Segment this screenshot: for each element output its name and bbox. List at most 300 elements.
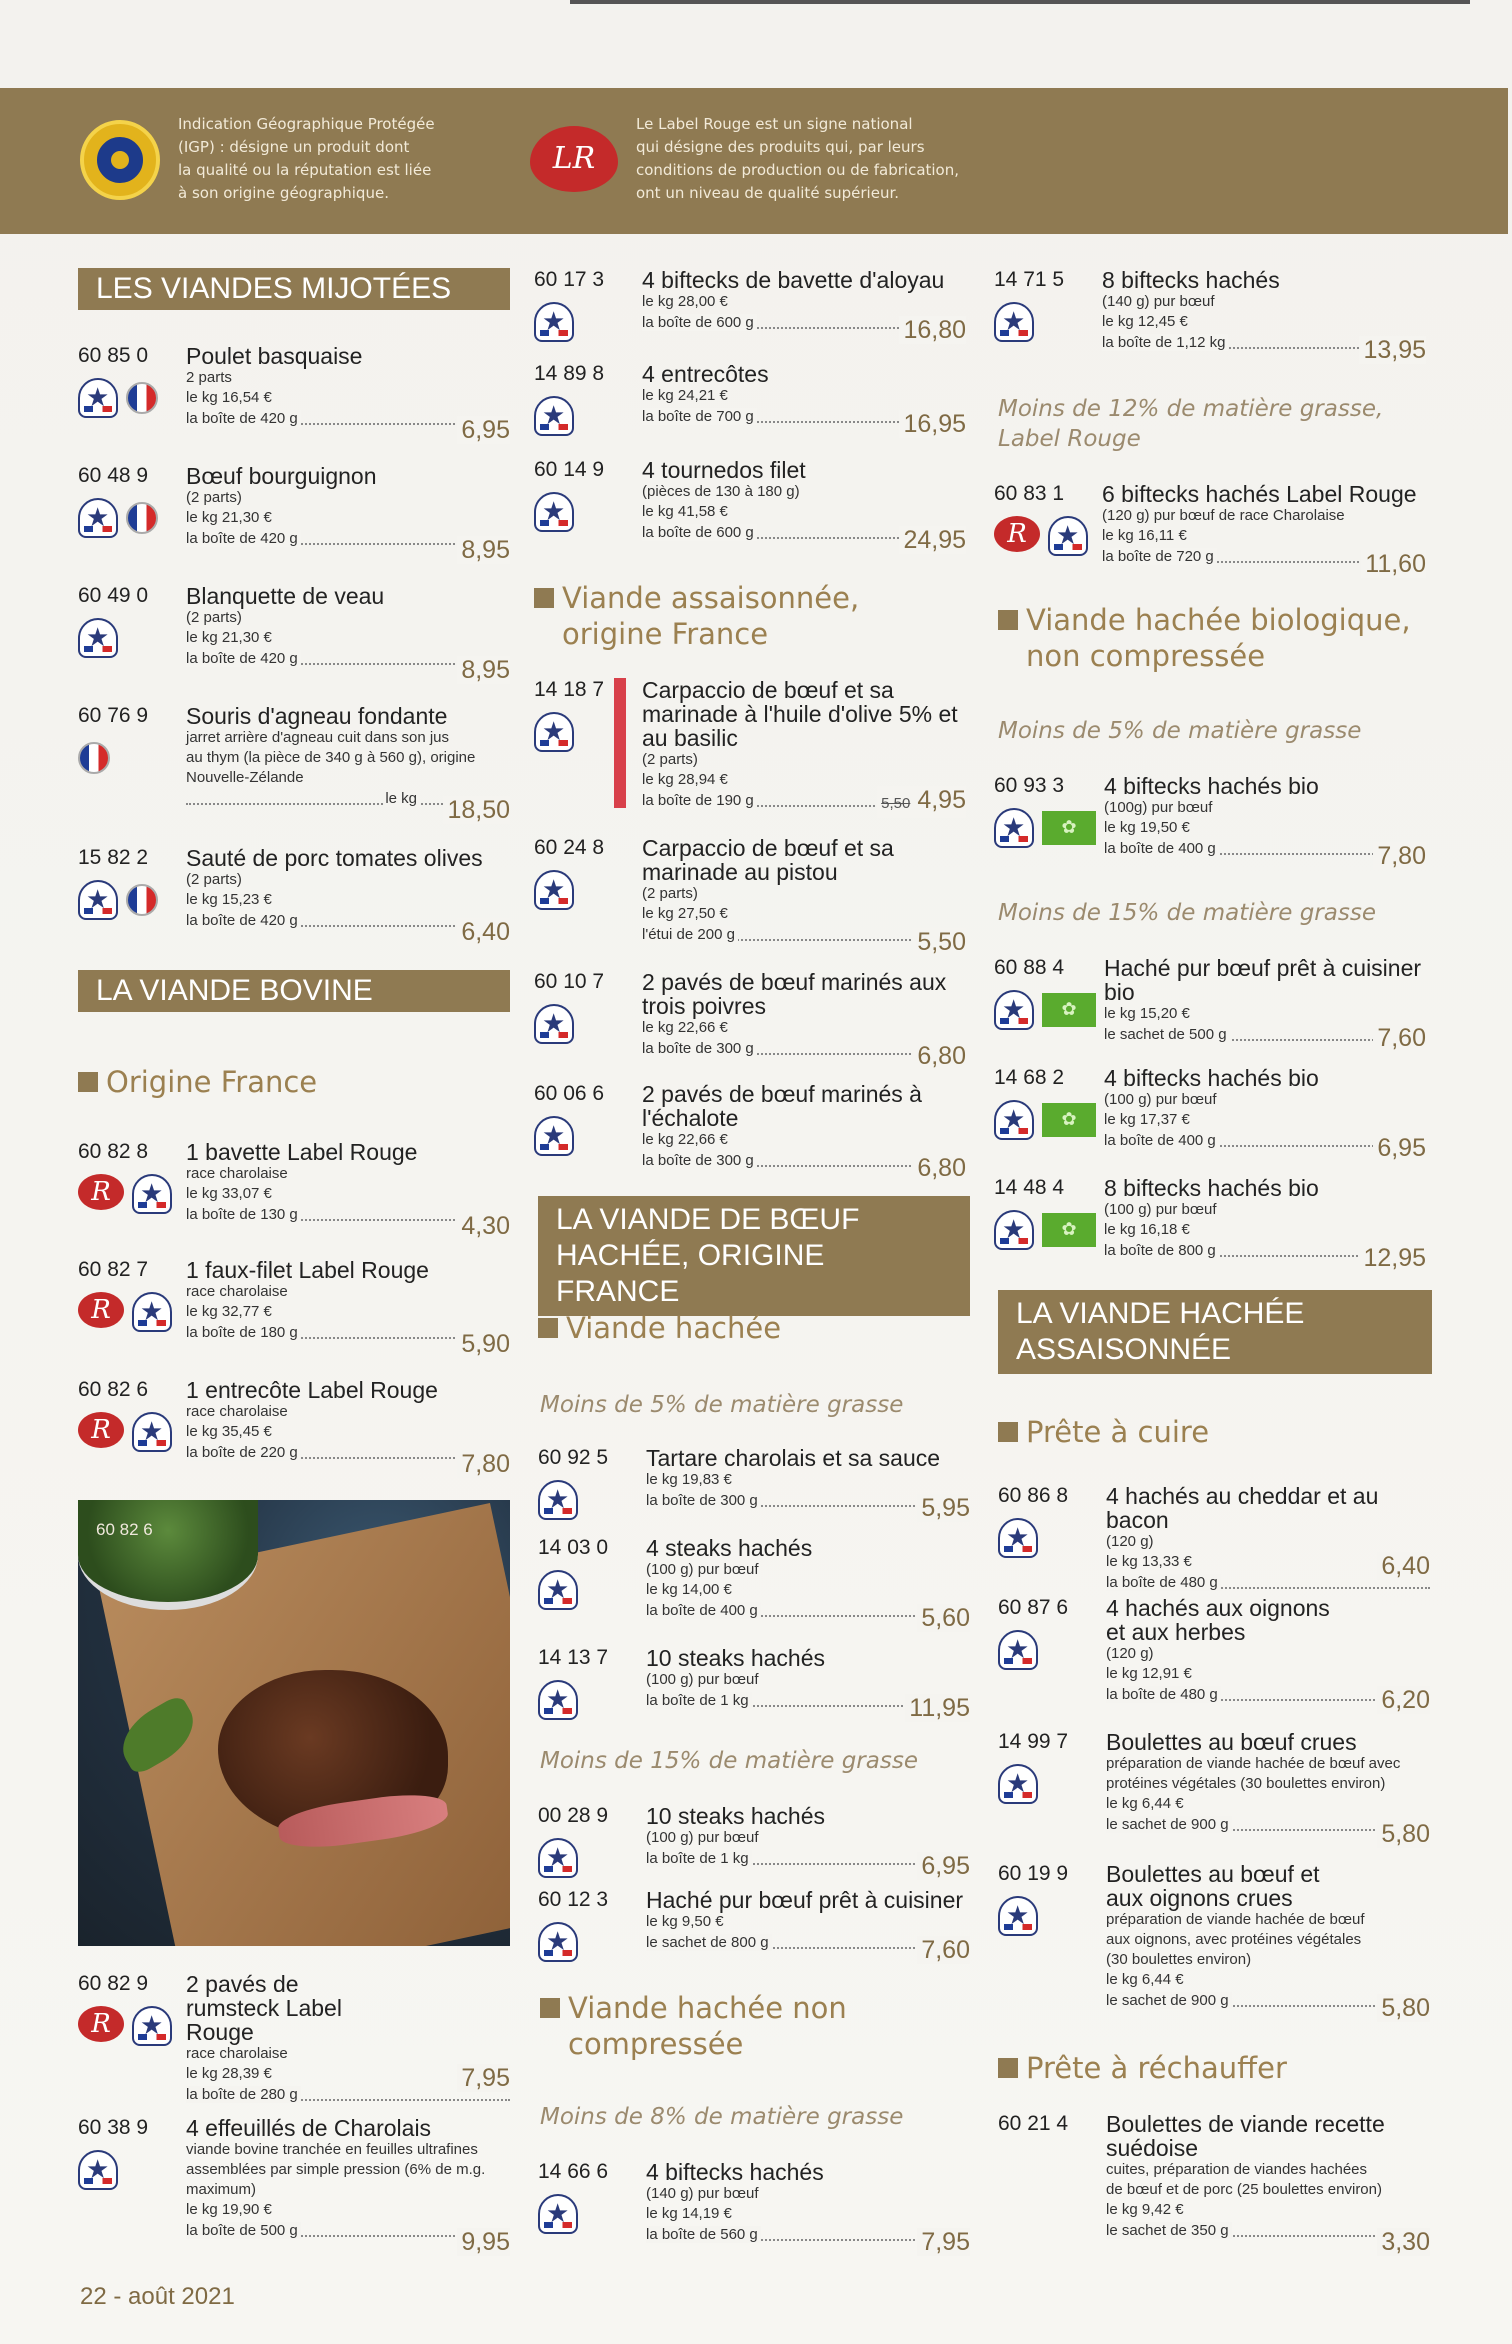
origin-star-icon: [78, 880, 118, 920]
section-title-hachee-assaisonnee: LA VIANDE HACHÉE ASSAISONNÉE: [998, 1290, 1432, 1374]
product-price: 7,95: [917, 2228, 970, 2256]
product-code: 60 82 8: [78, 1140, 149, 1163]
product-detail: race charolaise: [186, 1165, 288, 1182]
origin-star-icon: [78, 378, 118, 418]
label-rouge-logo-icon: LR: [530, 126, 618, 192]
origin-star-icon: [534, 492, 574, 532]
product-name: Sauté de porc tomates olives: [186, 845, 483, 871]
salad-bowl-shape: [78, 1500, 258, 1610]
product-unit: la boîte de 400 g: [646, 1602, 761, 1619]
product-price: 8,95: [457, 656, 510, 684]
product-price-per-kg: le kg 41,58 €: [642, 503, 728, 520]
product-60149: [534, 458, 966, 554]
origin-star-icon: [998, 1518, 1038, 1558]
product-unit: la boîte de 480 g: [1106, 1686, 1221, 1703]
fat-content-label: Moins de 5% de matière grasse: [540, 1392, 904, 1418]
product-price: 7,80: [457, 1450, 510, 1478]
product-code: 60 14 9: [534, 458, 605, 481]
origin-star-icon: [1048, 516, 1088, 556]
product-name: 2 pavés de rumsteck Label Rouge: [186, 1971, 342, 2045]
label-rouge-icon: R: [78, 1412, 124, 1448]
france-flag-icon: [126, 884, 158, 916]
product-detail: race charolaise: [186, 2045, 288, 2062]
product-unit: le sachet de 800 g: [646, 1934, 772, 1951]
origin-star-icon: [132, 1412, 172, 1452]
promo-bar: [614, 678, 626, 808]
product-60933: [994, 774, 1426, 870]
product-unit: la boîte de 300 g: [642, 1152, 757, 1169]
origin-star-icon: [132, 1292, 172, 1332]
product-price: 6,95: [1373, 1134, 1426, 1162]
product-price: 5,90: [457, 1330, 510, 1358]
product-name: Boulettes au bœuf crues: [1106, 1729, 1357, 1755]
product-unit: la boîte de 720 g: [1102, 548, 1217, 565]
product-unit: la boîte de 420 g: [186, 530, 301, 547]
product-code: 60 82 9: [78, 1972, 149, 1995]
product-code: 60 92 5: [538, 1446, 609, 1469]
origin-star-icon: [534, 1004, 574, 1044]
product-unit: la boîte de 800 g: [1104, 1242, 1219, 1259]
subsection-origine-france: Origine France: [78, 1064, 317, 1100]
product-price: 16,80: [899, 316, 966, 344]
product-00289: [538, 1804, 970, 1880]
product-name: 4 hachés au cheddar et au bacon: [1106, 1483, 1379, 1533]
product-14898: [534, 362, 966, 438]
product-name: Blanquette de veau: [186, 583, 385, 609]
product-unit: la boîte de 400 g: [1104, 840, 1219, 857]
product-unit: la boîte de 420 g: [186, 650, 301, 667]
subsection-viande-hachee: Viande hachée: [538, 1310, 781, 1346]
product-code: 60 10 7: [534, 970, 605, 993]
product-detail: (140 g) pur bœuf: [1102, 293, 1215, 310]
product-detail: (120 g) pur bœuf de race Charolaise: [1102, 507, 1345, 524]
product-unit: la boîte de 560 g: [646, 2226, 761, 2243]
label-rouge-icon: R: [78, 1292, 124, 1328]
origin-star-icon: [78, 498, 118, 538]
origin-star-icon: [998, 1764, 1038, 1804]
product-price-per-kg: le kg 6,44 €: [1106, 1971, 1184, 1988]
product-code: 14 68 2: [994, 1066, 1065, 1089]
product-price: 7,95: [457, 2064, 510, 2092]
product-price-per-kg: le kg 16,11 €: [1102, 527, 1187, 544]
product-name: 10 steaks hachés: [646, 1803, 826, 1829]
product-price-per-kg: le kg 19,83 €: [646, 1471, 732, 1488]
product-60884: [994, 956, 1426, 1052]
product-price: 7,60: [917, 1936, 970, 1964]
label-rouge-icon: R: [78, 1174, 124, 1210]
product-detail: (120 g): [1106, 1645, 1154, 1662]
product-price-per-kg: le kg 22,66 €: [642, 1131, 728, 1148]
product-price-per-kg: le kg 15,20 €: [1104, 1005, 1190, 1022]
product-name: 8 biftecks hachés: [1102, 267, 1280, 293]
product-price: 6,95: [457, 416, 510, 444]
product-price: 5,60: [917, 1604, 970, 1632]
product-detail: (2 parts): [642, 885, 698, 902]
product-price: 11,60: [1361, 550, 1426, 578]
product-unit: la boîte de 280 g: [186, 2086, 301, 2103]
product-price: 5,50: [913, 928, 966, 956]
product-60829: [78, 1971, 510, 2103]
product-price-per-kg: le kg 28,00 €: [642, 293, 728, 310]
product-detail: cuites, préparation de viandes hachées: [1106, 2161, 1368, 2178]
product-unit: le sachet de 500 g: [1104, 1026, 1230, 1043]
product-unit: la boîte de 700 g: [642, 408, 757, 425]
product-60769: [78, 704, 510, 824]
product-price-per-kg: le kg 21,30 €: [186, 629, 272, 646]
product-unit: la boîte de 300 g: [642, 1040, 757, 1057]
product-code: 14 48 4: [994, 1176, 1065, 1199]
origin-star-icon: [998, 1896, 1038, 1936]
product-unit: la boîte de 130 g: [186, 1206, 301, 1223]
product-name: 4 biftecks hachés bio: [1104, 773, 1319, 799]
product-detail: protéines végétales (30 boulettes environ): [1106, 1775, 1386, 1792]
product-unit: le sachet de 900 g: [1106, 1816, 1232, 1833]
product-name: Carpaccio de bœuf et sa marinade au pistou: [642, 835, 894, 885]
old-price: 5,50: [881, 795, 911, 812]
product-price-per-kg: le kg 24,21 €: [642, 387, 728, 404]
product-code: 60 06 6: [534, 1082, 605, 1105]
subsection-viande-assaisonnee: Viande assaisonnée, origine France: [534, 580, 954, 652]
product-unit: le sachet de 900 g: [1106, 1992, 1232, 2009]
product-detail: 2 parts: [186, 369, 232, 386]
product-price-per-kg: le kg 27,50 €: [642, 905, 728, 922]
eu-organic-leaf-icon: ✿: [1042, 811, 1096, 845]
product-unit: la boîte de 190 g: [642, 792, 757, 809]
product-60826: [78, 1378, 510, 1478]
steak-photo: [78, 1500, 510, 1946]
product-unit: la boîte de 400 g: [1104, 1132, 1219, 1149]
product-name: 8 biftecks hachés bio: [1104, 1175, 1319, 1201]
product-detail: (100 g) pur bœuf: [646, 1561, 759, 1578]
origin-star-icon: [994, 1210, 1034, 1250]
product-60489: [78, 464, 510, 564]
product-price-per-kg: le kg 28,39 €: [186, 2065, 272, 2082]
product-price-per-kg: le kg 14,19 €: [646, 2205, 732, 2222]
product-code: 15 82 2: [78, 846, 149, 869]
section-title-boeuf-hachee: LA VIANDE DE BŒUF HACHÉE, ORIGINE FRANCE: [538, 1196, 970, 1316]
product-unit: la boîte de 600 g: [642, 314, 757, 331]
product-detail: (140 g) pur bœuf: [646, 2185, 759, 2202]
origin-star-icon: [534, 870, 574, 910]
product-price: 16,95: [899, 410, 966, 438]
origin-star-icon: [994, 302, 1034, 342]
origin-star-icon: [538, 1680, 578, 1720]
product-unit: l'étui de 200 g: [642, 926, 738, 943]
origin-star-icon: [538, 2194, 578, 2234]
product-detail: aux oignons, avec protéines végétales: [1106, 1931, 1362, 1948]
product-name: Haché pur bœuf prêt à cuisiner bio: [1104, 955, 1422, 1005]
product-detail: Nouvelle-Zélande: [186, 769, 304, 786]
product-60066: [534, 1082, 966, 1182]
product-name: Poulet basquaise: [186, 343, 363, 369]
product-60248: [534, 836, 966, 956]
product-name: Boulettes de viande recette suédoise: [1106, 2111, 1385, 2161]
product-unit: la boîte de 420 g: [186, 410, 301, 427]
product-price: 12,95: [1359, 1244, 1426, 1272]
product-code: 60 83 1: [994, 482, 1065, 505]
origin-star-icon: [538, 1570, 578, 1610]
legend-banner: [0, 88, 1508, 234]
product-name: Carpaccio de bœuf et sa marinade à l'huile d'olive 5% et au basilic: [642, 677, 958, 751]
product-price: 6,20: [1377, 1686, 1430, 1714]
product-name: 6 biftecks hachés Label Rouge: [1102, 481, 1417, 507]
product-price-per-kg: le kg 19,90 €: [186, 2201, 272, 2218]
section-title-bovine: LA VIANDE BOVINE: [78, 970, 510, 1012]
product-code: 14 71 5: [994, 268, 1065, 291]
product-code: 14 99 7: [998, 1730, 1069, 1753]
fat-content-label: Moins de 12% de matière grasse, Label Rouge: [998, 396, 1384, 452]
product-code: 60 76 9: [78, 704, 149, 727]
product-name: 4 effeuillés de Charolais: [186, 2115, 432, 2141]
product-name: 10 steaks hachés: [646, 1645, 826, 1671]
product-name: 4 entrecôtes: [642, 361, 769, 387]
product-detail: (pièces de 130 à 180 g): [642, 483, 800, 500]
product-price-per-kg: le kg 17,37 €: [1104, 1111, 1190, 1128]
product-detail: viande bovine tranchée en feuilles ultrafines: [186, 2141, 478, 2158]
product-code: 00 28 9: [538, 1804, 609, 1827]
product-14484: [994, 1176, 1426, 1272]
product-60490: [78, 584, 510, 684]
product-code: 60 82 6: [78, 1378, 149, 1401]
igp-logo-icon: [80, 120, 160, 200]
product-name: 1 bavette Label Rouge: [186, 1139, 418, 1165]
product-code: 60 88 4: [994, 956, 1065, 979]
product-unit: la boîte de 600 g: [642, 524, 757, 541]
product-code: 60 85 0: [78, 344, 149, 367]
product-detail: jarret arrière d'agneau cuit dans son jus: [186, 729, 450, 746]
product-code: 14 89 8: [534, 362, 605, 385]
product-60850: [78, 344, 510, 444]
product-price: [877, 786, 966, 818]
origin-star-icon: [78, 2150, 118, 2190]
product-code: 60 86 8: [998, 1484, 1069, 1507]
product-detail: (30 boulettes environ): [1106, 1951, 1252, 1968]
product-unit: la boîte de 220 g: [186, 1444, 301, 1461]
label-rouge-description: Le Label Rouge est un signe national qui désigne des produits qui, par leurs conditions de production ou de fabrication, ont un niveau de qualité supérieur.: [636, 115, 960, 202]
origin-star-icon: [538, 1838, 578, 1878]
product-code: 14 66 6: [538, 2160, 609, 2183]
product-price-per-kg: le kg 16,18 €: [1104, 1221, 1190, 1238]
product-15822: [78, 846, 510, 946]
subsection-prete-a-cuire: Prête à cuire: [998, 1414, 1209, 1450]
origin-star-icon: [998, 1630, 1038, 1670]
new-price: 4,95: [917, 786, 966, 814]
subsection-bio: Viande hachée biologique, non compressée: [998, 602, 1418, 674]
product-14682: [994, 1066, 1426, 1162]
product-detail: (120 g): [1106, 1533, 1154, 1550]
top-rule: [570, 0, 1470, 4]
product-60107: [534, 970, 966, 1070]
product-unit: la boîte de 300 g: [646, 1492, 761, 1509]
origin-star-icon: [132, 1174, 172, 1214]
product-unit: la boîte de 420 g: [186, 912, 301, 929]
product-price: 6,95: [917, 1852, 970, 1880]
product-price: 24,95: [899, 526, 966, 554]
product-price-per-kg: le kg 15,23 €: [186, 891, 272, 908]
product-code: 60 17 3: [534, 268, 605, 291]
product-price: 5,80: [1377, 1994, 1430, 2022]
label-rouge-icon: R: [78, 2006, 124, 2042]
product-price-per-kg: le kg 9,42 €: [1106, 2201, 1184, 2218]
product-price-per-kg: le kg 12,91 €: [1106, 1665, 1192, 1682]
product-price-per-kg: le kg 12,45 €: [1102, 313, 1188, 330]
product-price-per-kg: le kg 33,07 €: [186, 1185, 272, 1202]
product-detail: (2 parts): [642, 751, 698, 768]
fat-content-label: Moins de 8% de matière grasse: [540, 2104, 904, 2130]
product-unit: la boîte de 1,12 kg: [1102, 334, 1228, 351]
product-name: Souris d'agneau fondante: [186, 703, 448, 729]
product-price: 18,50: [443, 796, 510, 824]
product-price: 8,95: [457, 536, 510, 564]
photo-product-code: 60 82 6: [96, 1520, 153, 1539]
product-price: 13,95: [1359, 336, 1426, 364]
product-unit: la boîte de 480 g: [1106, 1574, 1221, 1591]
product-unit: la boîte de 1 kg: [646, 1692, 752, 1709]
product-code: 60 48 9: [78, 464, 149, 487]
product-code: 60 21 4: [998, 2112, 1069, 2135]
product-detail: (100 g) pur bœuf: [1104, 1091, 1217, 1108]
product-code: 60 93 3: [994, 774, 1065, 797]
product-detail: au thym (la pièce de 340 g à 560 g), origine: [186, 749, 476, 766]
subsection-non-compressee: Viande hachée non compressée: [540, 1990, 870, 2062]
section-title-mijotees: LES VIANDES MIJOTÉES: [78, 268, 510, 310]
product-detail: (100 g) pur bœuf: [1104, 1201, 1217, 1218]
product-name: Boulettes au bœuf et aux oignons crues: [1106, 1861, 1320, 1911]
france-flag-icon: [78, 742, 110, 774]
origin-star-icon: [994, 990, 1034, 1030]
product-price: 7,60: [1373, 1024, 1426, 1052]
product-code: 60 87 6: [998, 1596, 1069, 1619]
product-code: 60 49 0: [78, 584, 149, 607]
product-unit: le sachet de 350 g: [1106, 2222, 1232, 2239]
product-60828: [78, 1140, 510, 1240]
product-price-per-kg: le kg 21,30 €: [186, 509, 272, 526]
eu-organic-leaf-icon: ✿: [1042, 993, 1096, 1027]
product-detail: préparation de viande hachée de bœuf: [1106, 1911, 1365, 1928]
origin-star-icon: [994, 1100, 1034, 1140]
product-detail: de bœuf et de porc (25 boulettes environ): [1106, 2181, 1382, 2198]
product-name: 1 faux-filet Label Rouge: [186, 1257, 429, 1283]
product-price: 6,40: [457, 918, 510, 946]
product-60123: [538, 1888, 970, 1964]
product-detail: race charolaise: [186, 1283, 288, 1300]
product-name: Tartare charolais et sa sauce: [646, 1445, 941, 1471]
product-60876: [998, 1596, 1430, 1714]
product-14030: [538, 1536, 970, 1632]
product-price-per-kg: le kg 16,54 €: [186, 389, 272, 406]
product-name: Bœuf bourguignon: [186, 463, 377, 489]
product-name: 4 biftecks hachés: [646, 2159, 824, 2185]
product-60925: [538, 1446, 970, 1522]
product-60868: [998, 1483, 1430, 1591]
origin-star-icon: [538, 1922, 578, 1962]
product-detail: (100 g) pur bœuf: [646, 1671, 759, 1688]
product-price: 7,80: [1373, 842, 1426, 870]
product-price-per-kg: le kg 13,33 €: [1106, 1553, 1192, 1570]
product-detail: race charolaise: [186, 1403, 288, 1420]
origin-star-icon: [132, 2006, 172, 2046]
product-14137: [538, 1646, 970, 1722]
product-code: 14 13 7: [538, 1646, 609, 1669]
product-unit: le kg: [385, 790, 420, 807]
product-60827: [78, 1258, 510, 1358]
product-price-per-kg: le kg 19,50 €: [1104, 819, 1190, 836]
product-60199: [998, 1862, 1430, 2022]
fat-content-label: Moins de 5% de matière grasse: [998, 718, 1362, 744]
origin-star-icon: [538, 1480, 578, 1520]
product-name: 2 pavés de bœuf marinés à l'échalote: [642, 1081, 922, 1131]
page-footer: 22 - août 2021: [80, 2283, 235, 2310]
product-name: Haché pur bœuf prêt à cuisiner: [646, 1887, 964, 1913]
product-detail: assemblées par simple pression (6% de m.g.: [186, 2161, 486, 2178]
product-price-per-kg: le kg 14,00 €: [646, 1581, 732, 1598]
product-14715: [994, 268, 1426, 364]
product-price: 4,30: [457, 1212, 510, 1240]
product-14666: [538, 2160, 970, 2256]
france-flag-icon: [126, 502, 158, 534]
product-detail: (100 g) pur bœuf: [646, 1829, 759, 1846]
product-detail: (2 parts): [186, 871, 242, 888]
product-name: 4 biftecks hachés bio: [1104, 1065, 1319, 1091]
product-detail: (2 parts): [186, 609, 242, 626]
origin-star-icon: [78, 618, 118, 658]
product-name: 4 hachés aux oignons et aux herbes: [1106, 1595, 1330, 1645]
product-code: 14 18 7: [534, 678, 605, 701]
product-name: 4 steaks hachés: [646, 1535, 813, 1561]
product-60389: [78, 2116, 510, 2256]
eu-organic-leaf-icon: ✿: [1042, 1213, 1096, 1247]
product-price-per-kg: le kg 32,77 €: [186, 1303, 272, 1320]
product-price: 11,95: [905, 1694, 970, 1722]
origin-star-icon: [534, 396, 574, 436]
product-price: 5,95: [917, 1494, 970, 1522]
product-unit: la boîte de 1 kg: [646, 1850, 752, 1867]
product-price: 3,30: [1377, 2228, 1430, 2256]
product-price: 5,80: [1377, 1820, 1430, 1848]
product-name: 4 tournedos filet: [642, 457, 806, 483]
product-name: 4 biftecks de bavette d'aloyau: [642, 267, 945, 293]
product-code: 60 82 7: [78, 1258, 149, 1281]
product-code: 60 19 9: [998, 1862, 1069, 1885]
product-price: 6,40: [1377, 1552, 1430, 1580]
product-detail: (100g) pur bœuf: [1104, 799, 1213, 816]
product-price: 9,95: [457, 2228, 510, 2256]
fat-content-label: Moins de 15% de matière grasse: [998, 900, 1376, 926]
product-name: 2 pavés de bœuf marinés aux trois poivres: [642, 969, 947, 1019]
eu-organic-leaf-icon: ✿: [1042, 1103, 1096, 1137]
product-price-per-kg: le kg 6,44 €: [1106, 1795, 1184, 1812]
product-60214: [998, 2112, 1430, 2256]
product-name: 1 entrecôte Label Rouge: [186, 1377, 438, 1403]
product-60831: [994, 482, 1426, 578]
origin-star-icon: [534, 302, 574, 342]
product-code: 14 03 0: [538, 1536, 609, 1559]
origin-star-icon: [534, 712, 574, 752]
product-detail: maximum): [186, 2181, 256, 2198]
product-price-per-kg: le kg 28,94 €: [642, 771, 728, 788]
product-code: 60 12 3: [538, 1888, 609, 1911]
product-detail: (2 parts): [186, 489, 242, 506]
product-unit: la boîte de 500 g: [186, 2222, 301, 2239]
product-price-per-kg: le kg 9,50 €: [646, 1913, 724, 1930]
product-code: 60 38 9: [78, 2116, 149, 2139]
product-60173: [534, 268, 966, 344]
label-rouge-icon: R: [994, 516, 1040, 552]
product-unit: la boîte de 180 g: [186, 1324, 301, 1341]
product-price-per-kg: le kg 35,45 €: [186, 1423, 272, 1440]
subsection-prete-a-rechauffer: Prête à réchauffer: [998, 2050, 1287, 2086]
igp-description: Indication Géographique Protégée (IGP) : désigne un produit dont la qualité ou la réputation est liée à son origine géographique.: [178, 115, 435, 202]
